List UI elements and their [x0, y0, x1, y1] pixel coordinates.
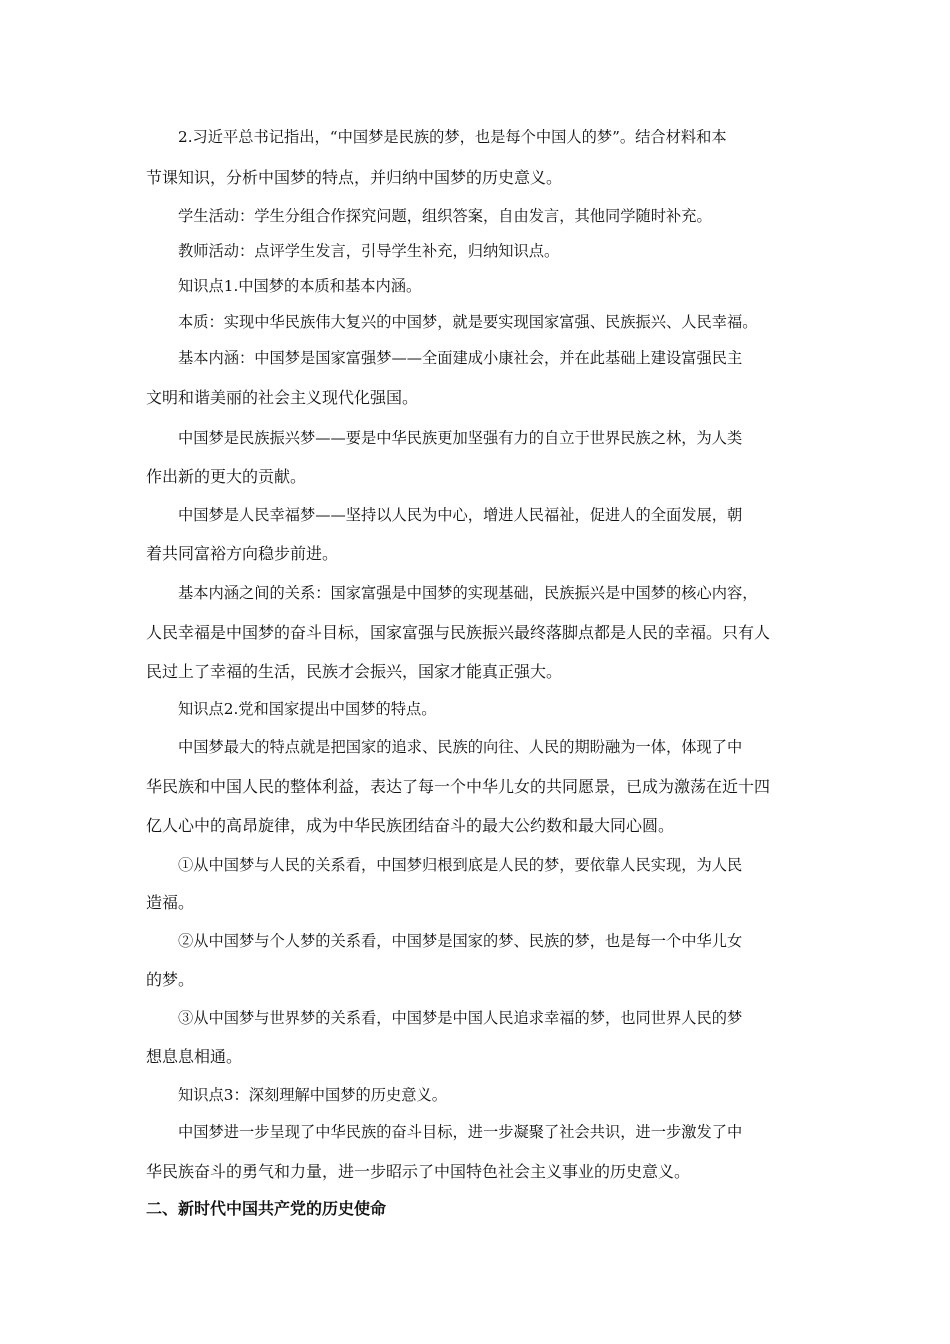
paragraph-line: 的梦。: [146, 970, 195, 989]
paragraph-line: 着共同富裕方向稳步前进。: [146, 544, 339, 563]
paragraph-line: 民过上了幸福的生活，民族才会振兴，国家才能真正强大。: [146, 662, 563, 681]
paragraph-line: 亿人心中的高昂旋律，成为中华民族团结奋斗的最大公约数和最大同心圆。: [146, 816, 675, 835]
paragraph-line: 知识点1.中国梦的本质和基本内涵。: [178, 277, 422, 295]
paragraph-line: 本质：实现中华民族伟大复兴的中国梦，就是要实现国家富强、民族振兴、人民幸福。: [178, 313, 758, 331]
paragraph-line: 中国梦是民族振兴梦——要是中华民族更加坚强有力的自立于世界民族之林，为人类: [178, 429, 743, 447]
paragraph-line: ③从中国梦与世界梦的关系看，中国梦是中国人民追求幸福的梦，也同世界人民的梦: [178, 1009, 743, 1027]
paragraph-line: 节课知识，分析中国梦的特点，并归纳中国梦的历史意义。: [146, 168, 563, 187]
paragraph-line: 中国梦最大的特点就是把国家的追求、民族的向往、人民的期盼融为一体，体现了中: [178, 738, 743, 756]
paragraph-line: ②从中国梦与个人梦的关系看，中国梦是国家的梦、民族的梦，也是每一个中华儿女: [178, 932, 743, 950]
paragraph-line: 作出新的更大的贡献。: [146, 467, 307, 486]
paragraph-line: 造福。: [146, 893, 195, 912]
paragraph-line: 基本内涵之间的关系：国家富强是中国梦的实现基础，民族振兴是中国梦的核心内容，: [178, 584, 758, 602]
paragraph-line: 学生活动：学生分组合作探究问题，组织答案，自由发言，其他同学随时补充。: [178, 207, 712, 225]
paragraph-line: 知识点2.党和国家提出中国梦的特点。: [178, 700, 437, 718]
paragraph-line: 教师活动：点评学生发言，引导学生补充，归纳知识点。: [178, 242, 560, 260]
paragraph-line: 人民幸福是中国梦的奋斗目标，国家富强与民族振兴最终落脚点都是人民的幸福。只有人: [146, 623, 771, 642]
paragraph-line: 想息息相通。: [146, 1047, 243, 1066]
paragraph-line: 2.习近平总书记指出，“中国梦是民族的梦，也是每个中国人的梦”。结合材料和本: [178, 128, 727, 146]
paragraph-line: 基本内涵：中国梦是国家富强梦——全面建成小康社会，并在此基础上建设富强民主: [178, 349, 743, 367]
paragraph-line: ①从中国梦与人民的关系看，中国梦归根到底是人民的梦，要依靠人民实现，为人民: [178, 856, 743, 874]
paragraph-line: 华民族奋斗的勇气和力量，进一步昭示了中国特色社会主义事业的历史意义。: [146, 1162, 691, 1181]
paragraph-line: 文明和谐美丽的社会主义现代化强国。: [146, 388, 419, 407]
paragraph-line: 中国梦进一步呈现了中华民族的奋斗目标，进一步凝聚了社会共识，进一步激发了中: [178, 1123, 743, 1141]
paragraph-line: 知识点3：深刻理解中国梦的历史意义。: [178, 1086, 447, 1104]
paragraph-line: 华民族和中国人民的整体利益，表达了每一个中华儿女的共同愿景，已成为激荡在近十四: [146, 777, 771, 796]
paragraph-line: 中国梦是人民幸福梦——坚持以人民为中心，增进人民福祉，促进人的全面发展，朝: [178, 506, 743, 524]
section-heading: 二、新时代中国共产党的历史使命: [146, 1199, 387, 1218]
